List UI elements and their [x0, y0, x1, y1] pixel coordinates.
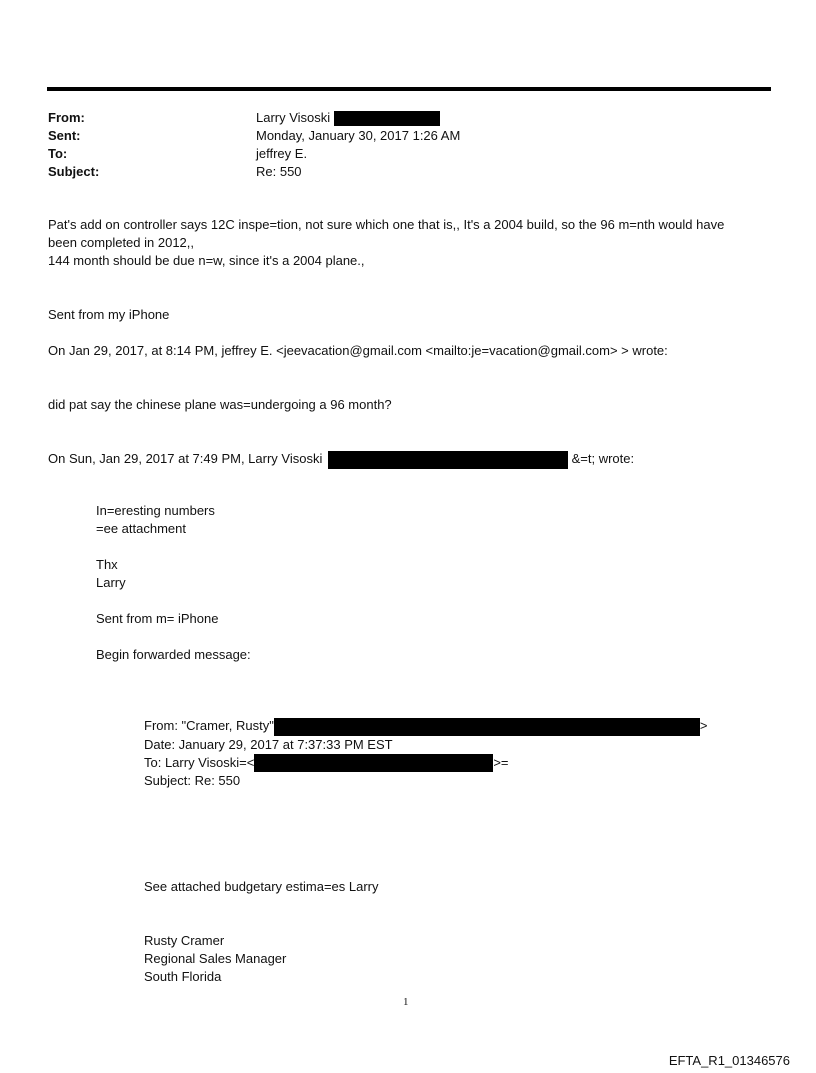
sig-region: South Florida	[144, 969, 222, 984]
redaction-block	[334, 111, 440, 126]
inner-name: Larry	[96, 575, 126, 590]
email-header	[48, 109, 460, 181]
body-paragraph	[48, 216, 724, 270]
inner-signoff	[96, 556, 126, 592]
body-line: been completed in 2012,,	[48, 235, 194, 250]
sent-label: Sent:	[48, 128, 81, 143]
fwd-to-line	[144, 754, 707, 773]
body-line: Pat's add on controller says 12C inspe=tion, not sure which one that is,, It's a 2004 build, so the 96 m=nth would have	[48, 217, 725, 232]
redaction-block	[274, 718, 700, 736]
quote2-header	[48, 450, 634, 469]
forward-intro: Begin forwarded message:	[96, 647, 251, 662]
to-label: To:	[48, 146, 68, 161]
fwd-to-prefix: To: Larry Visoski=<	[144, 754, 255, 770]
quote2-header-suffix: &=t; wrote:	[571, 451, 635, 466]
header-from-row	[48, 109, 460, 127]
quote1-body: did pat say the chinese plane was=undergoing a 96 month?	[48, 397, 392, 412]
header-sent-row	[48, 127, 460, 145]
document-id: EFTA_R1_01346576	[668, 1053, 790, 1068]
quote1-header: On Jan 29, 2017, at 8:14 PM, jeffrey E. <jeevacation@gmail.com <mailto:je=vacation@gmail.com> > wrote:	[48, 343, 668, 358]
fwd-body: See attached budgetary estima=es Larry	[144, 879, 379, 894]
subject-label: Subject:	[48, 164, 100, 179]
fwd-from-prefix: From: "Cramer, Rusty"	[144, 718, 274, 733]
inner-line: =ee attachment	[96, 521, 186, 536]
inner-line: In=eresting numbers	[96, 503, 215, 518]
sig-name: Rusty Cramer	[144, 933, 225, 948]
to-value: jeffrey E.	[256, 146, 308, 161]
sig-title: Regional Sales Manager	[144, 951, 287, 966]
sent-value: Monday, January 30, 2017 1:26 AM	[256, 128, 461, 143]
redaction-block	[328, 451, 568, 469]
inner-thx: Thx	[96, 557, 118, 572]
from-label: From:	[48, 110, 85, 125]
fwd-to-suffix: >=	[493, 754, 509, 770]
fwd-subject-line: Subject: Re: 550	[144, 773, 241, 789]
body-line: 144 month should be due n=w, since it's a 2004 plane.,	[48, 253, 365, 268]
fwd-date-line: Date: January 29, 2017 at 7:37:33 PM EST	[144, 736, 393, 752]
subject-value: Re: 550	[256, 164, 302, 179]
header-divider	[47, 87, 771, 91]
sent-from-line: Sent from my iPhone	[48, 307, 170, 322]
redaction-block	[254, 754, 493, 772]
from-value	[256, 109, 440, 127]
inner-message	[96, 502, 215, 538]
from-name: Larry Visoski	[256, 110, 331, 125]
signature	[144, 932, 286, 986]
inner-sent-from: Sent from m= iPhone	[96, 611, 219, 626]
quote2-header-prefix: On Sun, Jan 29, 2017 at 7:49 PM, Larry Visoski	[48, 451, 323, 466]
header-subject-row	[48, 163, 460, 181]
header-to-row	[48, 145, 460, 163]
fwd-from-line	[144, 717, 707, 736]
forwarded-header	[144, 717, 707, 790]
page-number: 1	[403, 996, 409, 1008]
fwd-from-suffix: >	[699, 718, 708, 733]
